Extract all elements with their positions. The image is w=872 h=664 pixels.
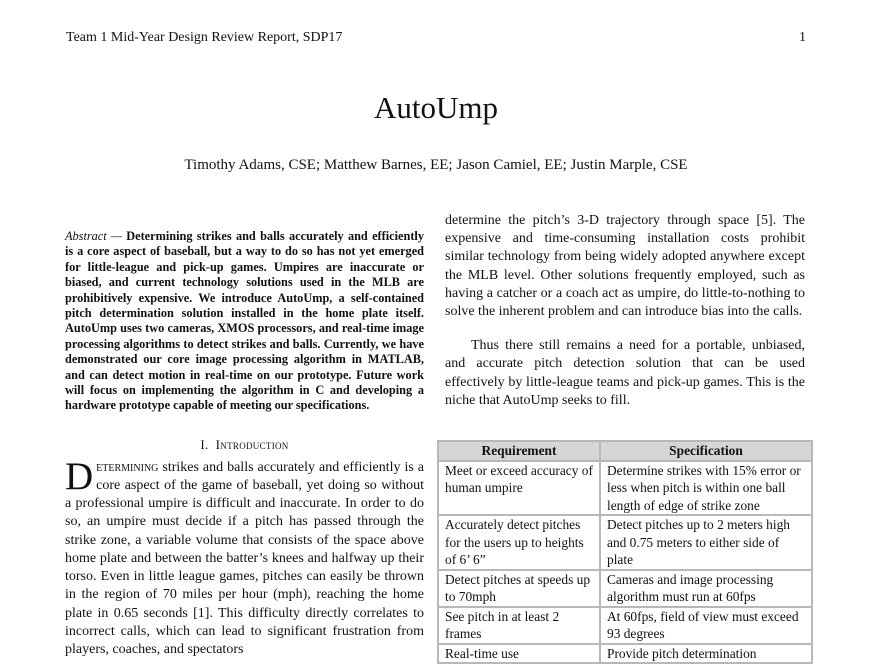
table-row	[438, 644, 812, 664]
table-row	[438, 570, 812, 607]
specification-cell: Cameras and image processing algorithm must run at 60fps	[600, 570, 812, 607]
paper-title: AutoUmp	[374, 90, 498, 125]
section-title: Introduction	[215, 436, 289, 452]
requirement-cell: See pitch in at least 2 frames	[438, 607, 600, 644]
left-column	[65, 229, 424, 659]
section-heading-introduction	[65, 437, 424, 453]
introduction-paragraph	[65, 454, 424, 659]
requirement-cell: Detect pitches at speeds up to 70mph	[438, 570, 600, 607]
running-header	[66, 30, 806, 46]
page-number: 1	[799, 30, 806, 45]
drop-cap: D	[65, 454, 94, 498]
table-row	[438, 461, 812, 516]
abstract-text: Determining strikes and balls accurately and efficiently is a core aspect of baseball, but a way to do so has not yet emerged for little-league and pick-up games. Umpires are inaccurate or biased, and current technology solutions used in the MLB are prohibitively expensive. We introduce AutoUmp, a self-contained pitch determination solution installed in the home plate itself. AutoUmp uses two cameras, XMOS processors, and real-time image processing algorithms to detect strikes and balls. Currently, we have demonstrated our core image processing algorithm in MATLAB, and can detect motion in real-time on our prototype. Future work will focus on implementing the algorithm in C and developing a hardware prototype capable of meeting our specifications.	[65, 229, 424, 413]
abstract	[65, 229, 424, 414]
specification-cell: Detect pitches up to 2 meters high and 0.75 meters to either side of plate	[600, 515, 812, 570]
specification-cell: Determine strikes with 15% error or less when pitch is within one ball length of edge of strike zone	[600, 461, 812, 516]
first-word: etermining	[96, 459, 159, 475]
introduction-text: strikes and balls accurately and efficiently is a core aspect of the game of baseball, yet doing so without a professional umpire is difficult and inaccurate. In order to do so, an umpire must decide if a pitch has passed through the strike zone, a variable volume that consists of the space above home plate and between the batter’s knees and halfway up their torso. Even in little league games, pitches can easily be thrown in the region of 70 miles per hour (mph), reaching the home plate in 0.65 seconds [1]. This difficulty directly correlates to incorrect calls, which can lead to significant frustration from players, coaches, and spectators	[65, 459, 424, 657]
requirement-cell: Meet or exceed accuracy of human umpire	[438, 461, 600, 516]
right-column	[445, 212, 805, 410]
author-list: Timothy Adams, CSE; Matthew Barnes, EE; Jason Camiel, EE; Justin Marple, CSE	[184, 157, 688, 173]
table-header-row	[438, 441, 812, 461]
table-row	[438, 607, 812, 644]
header-text: Team 1 Mid-Year Design Review Report, SDP17	[66, 30, 343, 45]
column-header-requirement: Requirement	[438, 441, 600, 461]
right-paragraph-1: determine the pitch’s 3-D trajectory through space [5]. The expensive and time-consuming installation costs prohibit similar technology from being widely adopted anywhere except the MLB level. Other solutions frequently employed, such as having a catcher or a coach act as umpire, do little-to-nothing to solve the inherent problem and can introduce bias into the calls.	[445, 213, 805, 320]
abstract-lead: Abstract —	[65, 229, 127, 243]
requirement-cell: Real-time use	[438, 644, 600, 664]
column-header-specification: Specification	[600, 441, 812, 461]
requirement-cell: Accurately detect pitches for the users up to heights of 6’ 6”	[438, 515, 600, 570]
specification-cell: Provide pitch determination	[600, 644, 812, 664]
specification-cell: At 60fps, field of view must exceed 93 degrees	[600, 607, 812, 644]
requirements-table	[437, 440, 813, 664]
table-row	[438, 515, 812, 570]
section-numeral: I.	[200, 436, 209, 452]
right-paragraph-2: Thus there still remains a need for a portable, unbiased, and accurate pitch detection solution that can be used effectively by little-league teams and pick-up games. This is the niche that AutoUmp seeks to fill.	[445, 338, 805, 408]
